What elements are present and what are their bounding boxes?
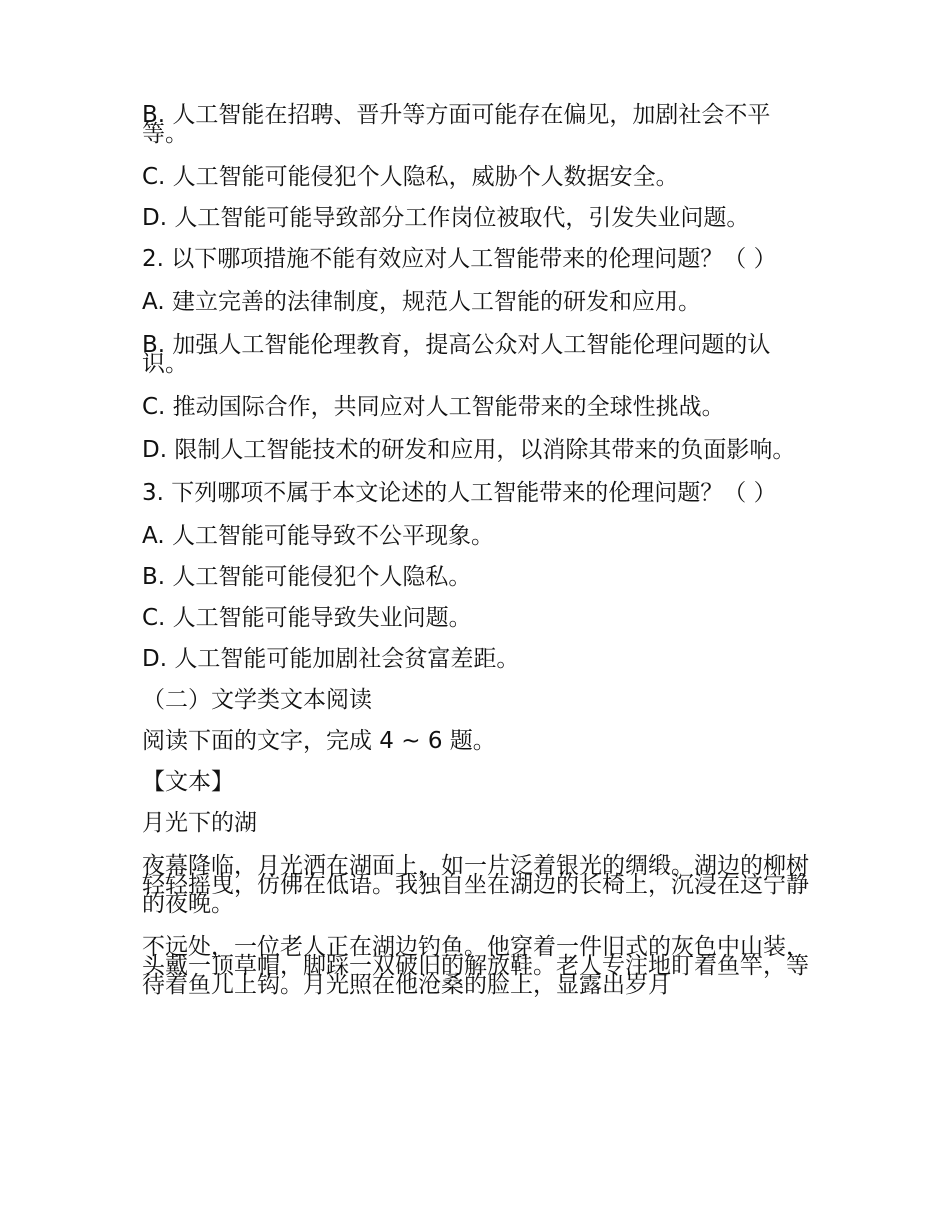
story-paragraph-1: 夜幕降临，月光洒在湖面上，如一片泛着银光的绸缎。湖边的柳树轻轻摇曳，仿佛在低语。我独自坐在湖边的长椅上，沉浸在这宁静的夜晚。	[142, 853, 809, 917]
question-2: 2. 以下哪项措施不能有效应对人工智能带来的伦理问题？（ ）	[142, 246, 777, 272]
option-2a: A. 建立完善的法律制度，规范人工智能的研发和应用。	[142, 289, 701, 315]
option-3b: B. 人工智能可能侵犯个人隐私。	[142, 564, 472, 590]
text-label: 【文本】	[142, 769, 234, 795]
option-1c: C. 人工智能可能侵犯个人隐私，威胁个人数据安全。	[142, 164, 679, 190]
section-heading: （二）文学类文本阅读	[142, 687, 372, 713]
option-2c: C. 推动国际合作，共同应对人工智能带来的全球性挑战。	[142, 394, 725, 420]
reading-instruction: 阅读下面的文字，完成 4 ~ 6 题。	[142, 728, 496, 754]
document-page	[142, 102, 814, 998]
story-paragraph-2: 不远处，一位老人正在湖边钓鱼。他穿着一件旧式的灰色中山装，头戴一顶草帽，脚踩一双破旧的解放鞋。老人专注地盯着鱼竿，等待着鱼儿上钩。月光照在他沧桑的脸上，显露出岁月	[142, 934, 809, 998]
option-2b: B. 加强人工智能伦理教育，提高公众对人工智能伦理问题的认识。	[142, 332, 771, 377]
option-3d: D. 人工智能可能加剧社会贫富差距。	[142, 646, 520, 672]
option-3c: C. 人工智能可能导致失业问题。	[142, 605, 472, 631]
story-title: 月光下的湖	[142, 810, 257, 836]
option-2d: D. 限制人工智能技术的研发和应用，以消除其带来的负面影响。	[142, 437, 796, 463]
option-1b: B. 人工智能在招聘、晋升等方面可能存在偏见，加剧社会不平等。	[142, 102, 771, 147]
question-3: 3. 下列哪项不属于本文论述的人工智能带来的伦理问题？（ ）	[142, 480, 777, 506]
option-3a: A. 人工智能可能导致不公平现象。	[142, 523, 494, 549]
option-1d: D. 人工智能可能导致部分工作岗位被取代，引发失业问题。	[142, 205, 750, 231]
